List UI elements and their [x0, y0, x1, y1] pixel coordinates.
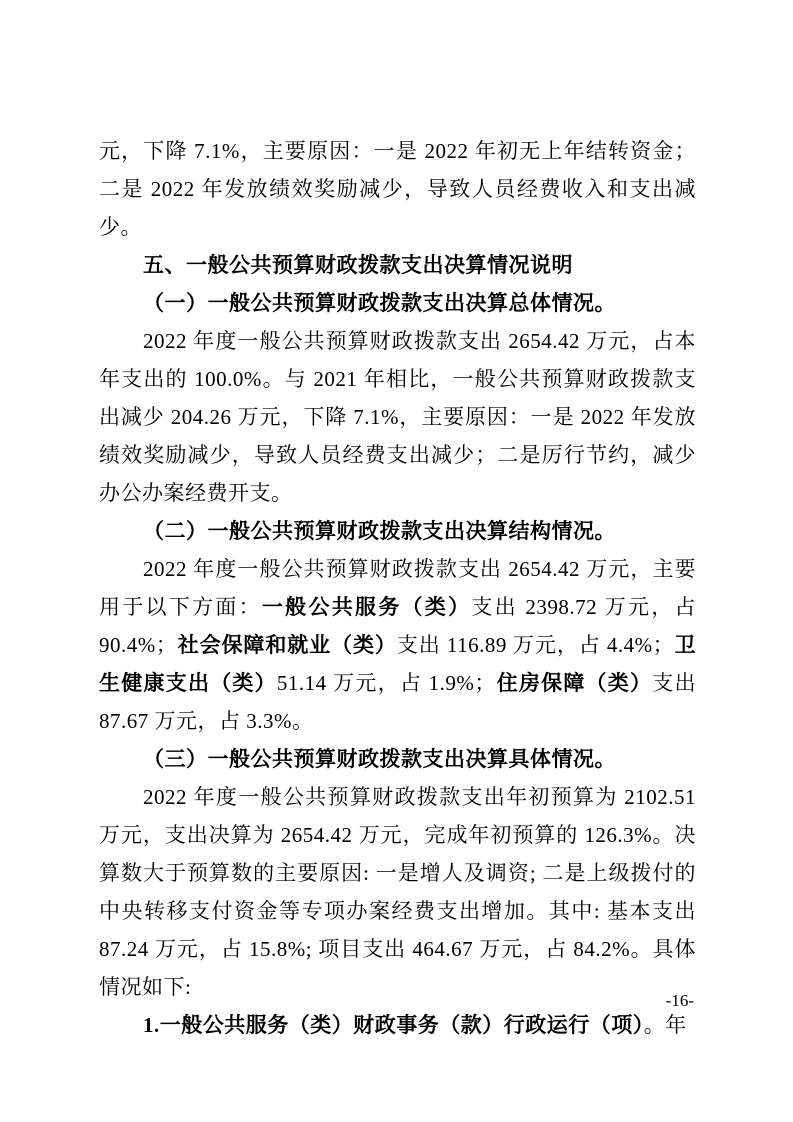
text-run: 元，下降 7.1%，主要原因：一是 2022 年初无上年结转资金；二是 2022 年发放绩效奖励减少，导致人员经费收入和支出减少。: [99, 139, 696, 239]
text-run-bold: 社会保障和就业（类）: [177, 633, 397, 657]
document-body: [99, 132, 696, 1044]
text-run-bold: （一）一般公共预算财政拨款支出决算总体情况。: [143, 291, 616, 315]
paragraph: [99, 778, 696, 1006]
text-run-bold: 卫生健康支出（类）: [99, 633, 697, 695]
paragraph: [99, 740, 696, 778]
paragraph: [99, 550, 696, 740]
paragraph: [99, 322, 696, 512]
paragraph: [99, 1006, 696, 1044]
text-run: 支出 116.89 万元，占 4.4%；: [396, 633, 675, 657]
text-run: 2022 年度一般公共预算财政拨款支出年初预算为 2102.51 万元，支出决算为 2654.42 万元，完成年初预算的 126.3%。决算数大于预算数的主要原因: 一是增人及调资; 二是上级拨付的中央转移支付资金等专项办案经费支出增加。其中: 基本支出 87.24 万元，占 15.8%; 项目支出 464.67 万元，占 84.2%。具体情况如下:: [99, 785, 696, 999]
text-run: 2022 年度一般公共预算财政拨款支出 2654.42 万元，占本年支出的 100.0%。与 2021 年相比，一般公共预算财政拨款支出减少 204.26 万元，下降 7.1%，主要原因：一是 2022 年发放绩效奖励减少，导致人员经费支出减少；二是厉行节约，减少办公办案经费开支。: [99, 329, 696, 505]
text-run-bold: （二）一般公共预算财政拨款支出决算结构情况。: [143, 519, 616, 543]
text-run-bold: 一般公共服务（类）: [261, 595, 472, 619]
text-run: 51.14 万元，占 1.9%；: [276, 671, 496, 695]
text-run: 支出 87.67 万元，占 3.3%。: [99, 671, 697, 733]
paragraph: [99, 132, 696, 246]
text-run-bold: （三）一般公共预算财政拨款支出决算具体情况。: [143, 747, 616, 771]
text-run: 2022 年度一般公共预算财政拨款支出 2654.42 万元，主要用于以下方面：: [99, 557, 696, 619]
text-run-bold: 1.一般公共服务（类）财政事务（款）行政运行（项）: [143, 1013, 644, 1037]
paragraph: [99, 512, 696, 550]
page-number: -16-: [665, 991, 694, 1010]
text-run-bold: 住房保障（类）: [495, 671, 653, 695]
text-run: 支出 2398.72 万元，占 90.4%；: [99, 595, 697, 657]
text-run: 。年: [643, 1013, 687, 1037]
paragraph: [99, 284, 696, 322]
text-run-bold: 五、一般公共预算财政拨款支出决算情况说明: [143, 253, 573, 277]
paragraph: [99, 246, 696, 284]
